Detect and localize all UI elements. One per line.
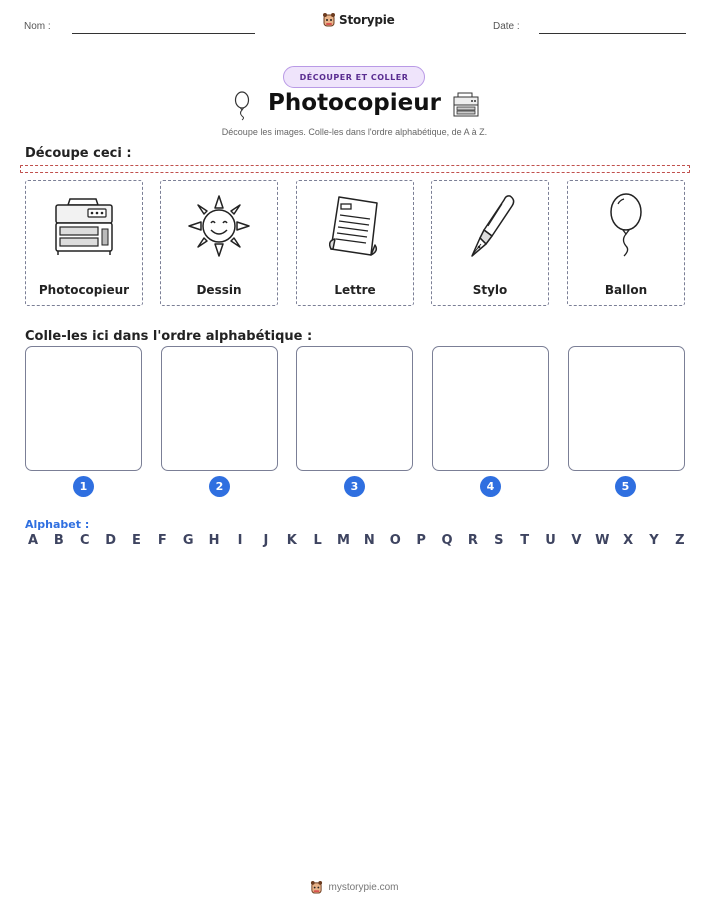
alphabet-letter: P bbox=[416, 533, 426, 548]
activity-badge: DÉCOUPER ET COLLER bbox=[283, 66, 425, 88]
cut-card-lettre[interactable] bbox=[296, 180, 414, 306]
title-row bbox=[0, 90, 709, 124]
alphabet-letter: J bbox=[263, 533, 269, 548]
alphabet-letter: U bbox=[545, 533, 556, 548]
card-label: Stylo bbox=[472, 283, 508, 297]
cut-section-label: Découpe ceci : bbox=[25, 146, 132, 161]
instructions: Découpe les images. Colle-les dans l'ordre alphabétique, de A à Z. bbox=[221, 127, 488, 137]
storypie-logo-icon bbox=[310, 880, 323, 895]
date-line bbox=[539, 33, 686, 34]
alphabet-letter: E bbox=[132, 533, 141, 548]
slot-number-2: 2 bbox=[209, 476, 230, 497]
alphabet-letter: K bbox=[286, 533, 297, 548]
cut-line bbox=[20, 165, 690, 173]
alphabet-letter: O bbox=[389, 533, 401, 548]
alphabet-letter: D bbox=[105, 533, 117, 548]
alphabet-letter: Q bbox=[441, 533, 453, 548]
alphabet-letter: N bbox=[363, 533, 375, 548]
alphabet-letter: F bbox=[157, 533, 167, 548]
photocopier-icon bbox=[452, 92, 480, 118]
pen-icon bbox=[462, 192, 518, 260]
storypie-logo-icon bbox=[322, 12, 336, 28]
alphabet-letter: W bbox=[595, 533, 610, 548]
alphabet-letter: C bbox=[79, 533, 90, 548]
date-label: Date : bbox=[493, 21, 520, 32]
alphabet-letter: T bbox=[520, 533, 530, 548]
alphabet-letter: Z bbox=[675, 533, 685, 548]
slot-number-4: 4 bbox=[480, 476, 501, 497]
cut-card-photocopieur[interactable] bbox=[25, 180, 143, 306]
photocopier-icon bbox=[52, 195, 116, 257]
alphabet-letter: H bbox=[208, 533, 220, 548]
alphabet-letter: Y bbox=[649, 533, 659, 548]
alphabet-row bbox=[25, 533, 688, 551]
slot-number-3: 3 bbox=[344, 476, 365, 497]
alphabet-letter: B bbox=[53, 533, 64, 548]
footer-url: mystorypie.com bbox=[328, 882, 399, 893]
card-label: Dessin bbox=[196, 283, 242, 297]
alphabet-label: Alphabet : bbox=[25, 518, 90, 531]
paste-slot-2[interactable] bbox=[161, 346, 278, 471]
paste-section-label: Colle-les ici dans l'ordre alphabétique : bbox=[25, 329, 313, 344]
card-label: Photocopieur bbox=[38, 283, 130, 297]
balloon-icon bbox=[606, 192, 646, 260]
alphabet-letter: A bbox=[27, 533, 39, 548]
alphabet-letter: I bbox=[237, 533, 243, 548]
slot-number-1: 1 bbox=[73, 476, 94, 497]
cut-card-dessin[interactable] bbox=[160, 180, 278, 306]
alphabet-letter: R bbox=[467, 533, 478, 548]
card-label: Ballon bbox=[604, 283, 648, 297]
paste-slot-4[interactable] bbox=[432, 346, 549, 471]
sun-icon bbox=[187, 194, 251, 258]
alphabet-letter: G bbox=[182, 533, 194, 548]
alphabet-letter: X bbox=[623, 533, 634, 548]
alphabet-letter: M bbox=[337, 533, 350, 548]
cut-card-stylo[interactable] bbox=[431, 180, 549, 306]
paste-slot-1[interactable] bbox=[25, 346, 142, 471]
card-label: Lettre bbox=[334, 283, 376, 297]
page-header bbox=[0, 0, 709, 44]
alphabet-letter: V bbox=[571, 533, 582, 548]
page-footer bbox=[0, 880, 709, 895]
brand bbox=[322, 12, 395, 28]
balloon-icon bbox=[233, 91, 251, 121]
alphabet-letter: S bbox=[494, 533, 504, 548]
name-line bbox=[72, 33, 255, 34]
paste-slot-3[interactable] bbox=[296, 346, 413, 471]
page-title: Photocopieur bbox=[268, 90, 441, 116]
name-label: Nom : bbox=[24, 21, 51, 32]
letter-icon bbox=[325, 193, 385, 259]
cut-card-ballon[interactable] bbox=[567, 180, 685, 306]
alphabet-letter: L bbox=[313, 533, 322, 548]
slot-number-5: 5 bbox=[615, 476, 636, 497]
brand-name: Storypie bbox=[339, 13, 395, 27]
paste-slot-5[interactable] bbox=[568, 346, 685, 471]
